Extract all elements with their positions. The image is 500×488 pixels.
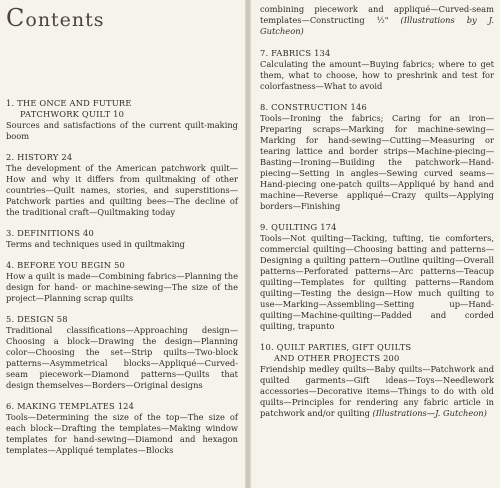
chapter-heading-continued: AND OTHER PROJECTS (274, 353, 381, 363)
chapter-page: 124 (117, 401, 135, 411)
toc-entry-3 (6, 228, 238, 250)
chapter-page: 24 (61, 152, 73, 162)
chapter-page: 40 (83, 228, 95, 238)
right-page (251, 0, 500, 488)
toc-entry-6-continued (260, 4, 494, 37)
chapter-page: 200 (383, 353, 400, 363)
illustration-credit: (Illustrations by J. Gutcheon) (260, 15, 494, 36)
toc-entry-7 (260, 48, 494, 92)
page-title: Contents (6, 4, 105, 32)
chapter-page: 50 (114, 260, 126, 270)
chapter-summary: How a quilt is made—Combining fabrics—Planning the design for hand- or machine-sewing—The size of the project—Planning scrap quilts (6, 271, 238, 303)
chapter-heading: 4. BEFORE YOU BEGIN (6, 260, 112, 270)
chapter-summary: Traditional classifications—Approaching design—Choosing a block—Drawing the design—Planning color—Choosing the set—Strip quilts—Two-block patterns—Asymmetrical blocks—Appliqué—Curved-seam piecework—Diamond patterns—Quilts that design themselves—Borders—Original designs (6, 325, 238, 390)
toc-entry-9 (260, 222, 494, 332)
chapter-heading: 3. DEFINITIONS (6, 228, 81, 238)
chapter-heading-continued: PATCHWORK QUILT (20, 109, 111, 119)
chapter-heading: 8. CONSTRUCTION (260, 102, 348, 112)
chapter-heading: 10. QUILT PARTIES, GIFT QUILTS (260, 342, 412, 352)
toc-entry-2 (6, 152, 238, 218)
chapter-page: 58 (56, 314, 68, 324)
chapter-summary: Tools—Not quilting—Tacking, tufting, tie comforters, commercial quilting—Choosing batting and patterns—Designing a quilting pattern—Outline quilting—Overall patterns—Perforated patterns—Arc patterns—Teacup quilting—Templates for quilting patterns—Random quilting—Testing the design—How much quilting to use—Marking—Assembling—Setting up—Hand-quilting—Machine-quilting—Padded and corded quilting, trapunto (260, 233, 494, 331)
chapter-heading: 2. HISTORY (6, 152, 59, 162)
chapter-heading: 6. MAKING TEMPLATES (6, 401, 115, 411)
illustration-credit: (Illustrations—J. Gutcheon) (372, 408, 487, 418)
chapter-page: 174 (320, 222, 337, 232)
chapter-summary: Calculating the amount—Buying fabrics; where to get them, what to choose, how to preshrink and test for colorfastness—What to avoid (260, 59, 494, 91)
left-page (0, 0, 245, 488)
chapter-summary: Sources and satisfactions of the current quilt-making boom (6, 120, 238, 141)
chapter-page: 10 (113, 109, 125, 119)
toc-entry-8 (260, 102, 494, 212)
toc-entry-4 (6, 260, 238, 304)
chapter-summary: The development of the American patchwork quilt—How and why it differs from quiltmaking of other countries—Quilt names, stories, and superstitions—Patchwork parties and quilting bees—The decline of the traditional craft—Quiltmaking today (6, 163, 238, 217)
toc-entry-5 (6, 314, 238, 391)
chapter-page: 134 (314, 48, 331, 58)
chapter-heading: 9. QUILTING (260, 222, 318, 232)
chapter-heading: 1. THE ONCE AND FUTURE (6, 98, 132, 108)
chapter-summary: Terms and techniques used in quiltmaking (6, 239, 185, 249)
chapter-summary: Tools—Determining the size of the top—The size of each block—Drafting the templates—Making window templates for hand-sewing—Diamond and hexagon templates—Appliqué templates—Blocks (6, 412, 238, 455)
chapter-summary: Friendship medley quilts—Baby quilts—Patchwork and quilted garments—Gift ideas—Toys—Needlework accessories—Decorative items—Things to do with old quilts—Principles for rendering any fabric article in patchwork and/or quilting (260, 364, 494, 418)
toc-entry-10 (260, 342, 494, 419)
chapter-page: 146 (350, 102, 367, 112)
right-column (260, 4, 494, 429)
toc-entry-6 (6, 401, 238, 456)
chapter-heading: 7. FABRICS (260, 48, 312, 58)
left-column (6, 98, 238, 466)
chapter-summary: Tools—Ironing the fabrics; Caring for an iron—Preparing scraps—Marking for machine-sewing—Marking for hand-sewing—Cutting—Measuring or tearing lattice and border strips—Machine-piecing—Basting—Ironing—Building the patchwork—Hand-piecing—Setting in angles—Sewing curved seams—Hand-piecing one-patch quilts—Appliqué by hand and machine—Reverse appliqué—Crazy quilts—Applying borders—Finishing (260, 113, 494, 211)
chapter-summary-continued: combining piecework and appliqué—Curved-seam templates—Constructing ½" (260, 4, 494, 25)
chapter-heading: 5. DESIGN (6, 314, 54, 324)
toc-entry-1 (6, 98, 238, 142)
